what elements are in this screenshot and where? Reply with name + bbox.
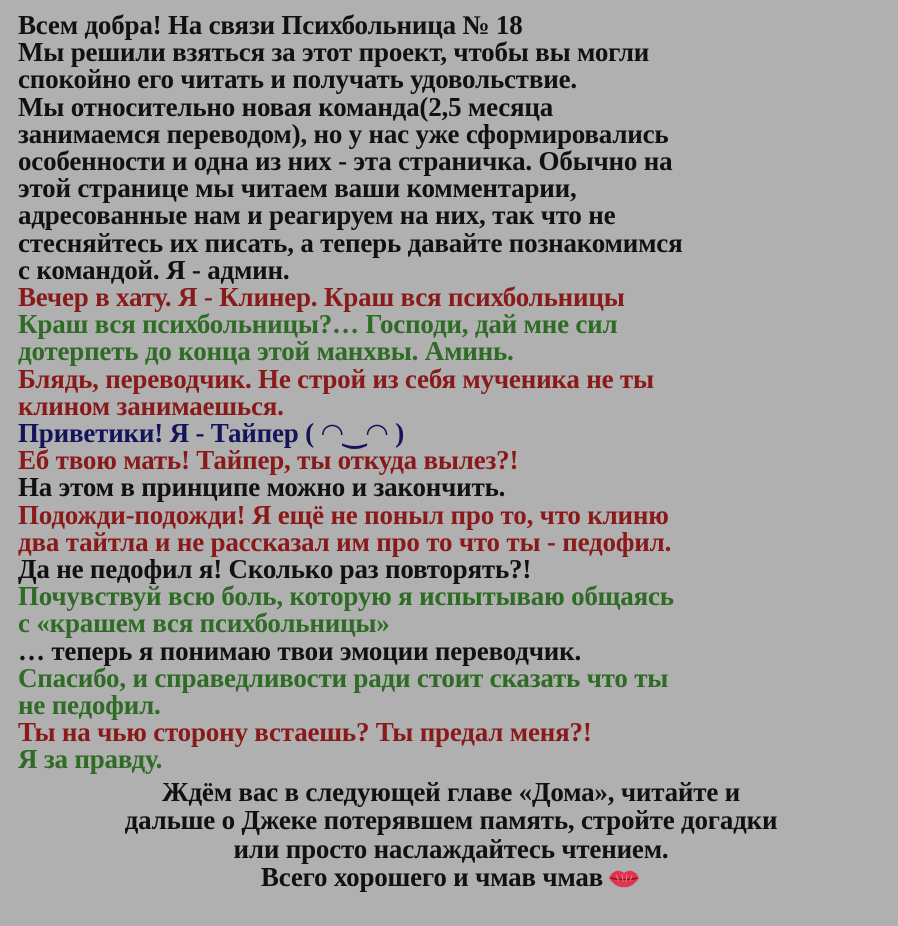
text-line: особенности и одна из них - эта страничка. Обычно на bbox=[18, 146, 673, 177]
text-line: не педофил. bbox=[18, 690, 161, 721]
text-line: Мы решили взяться за этот проект, чтобы вы могли bbox=[18, 37, 650, 68]
closing-line: или просто наслаждайтесь чтением. bbox=[233, 833, 669, 864]
text-line: Мы относительно новая команда(2,5 месяца bbox=[18, 91, 554, 122]
text-line: Подожди-подожди! Я ещё не поныл про то, что клиню bbox=[18, 499, 669, 530]
text-line: Блядь, переводчик. Не строй из себя мученика не ты bbox=[18, 363, 654, 394]
team-intro-text bbox=[18, 12, 884, 774]
text-line: Почувствуй всю боль, которую я испытываю общаясь bbox=[18, 581, 674, 612]
text-line: Вечер в хату. Я - Клинер. Краш вся психбольницы bbox=[18, 282, 625, 313]
text-line: с «крашем вся психбольницы» bbox=[18, 608, 390, 639]
closing-farewell: Всего хорошего и чмав чмав bbox=[260, 862, 604, 893]
text-line: клином занимаешься. bbox=[18, 390, 284, 421]
text-line: этой странице мы читаем ваши комментарии, bbox=[18, 173, 577, 204]
text-line: дотерпеть до конца этой манхвы. Аминь. bbox=[18, 336, 514, 367]
closing-line: дальше о Джеке потерявшем память, стройте догадки bbox=[124, 805, 778, 836]
text-line: Еб твою мать! Тайпер, ты откуда вылез?! bbox=[18, 445, 519, 476]
closing-text bbox=[18, 778, 884, 895]
text-line: занимаемся переводом), но у нас уже сформировались bbox=[18, 118, 669, 149]
text-line: … теперь я понимаю твои эмоции переводчик. bbox=[18, 635, 582, 666]
closing-line bbox=[18, 863, 884, 894]
text-line: спокойно его читать и получать удовольствие. bbox=[18, 64, 577, 95]
text-line: На этом в принципе можно и закончить. bbox=[18, 472, 506, 503]
text-line: Спасибо, и справедливости ради стоит сказать что ты bbox=[18, 662, 669, 693]
text-line: стесняйтесь их писать, а теперь давайте познакомимся bbox=[18, 227, 683, 258]
closing-line: Ждём вас в следующей главе «Дома», читайте и bbox=[161, 776, 741, 807]
kiss-lips-icon bbox=[607, 866, 641, 895]
text-line: Приветики! Я - Тайпер ( ◠‿◠ ) bbox=[18, 418, 405, 449]
text-line: Краш вся психбольницы?… Господи, дай мне сил bbox=[18, 309, 618, 340]
text-line: Да не педофил я! Сколько раз повторять?! bbox=[18, 554, 532, 585]
text-line: адресованные нам и реагируем на них, так что не bbox=[18, 200, 616, 231]
text-line: Я за правду. bbox=[18, 744, 163, 775]
text-line: Ты на чью сторону встаешь? Ты предал меня?! bbox=[18, 717, 592, 748]
text-line: два тайтла и не рассказал им про то что ты - педофил. bbox=[18, 526, 672, 557]
text-line: с командой. Я - админ. bbox=[18, 254, 290, 285]
text-line: Всем добра! На связи Психбольница № 18 bbox=[18, 10, 523, 40]
